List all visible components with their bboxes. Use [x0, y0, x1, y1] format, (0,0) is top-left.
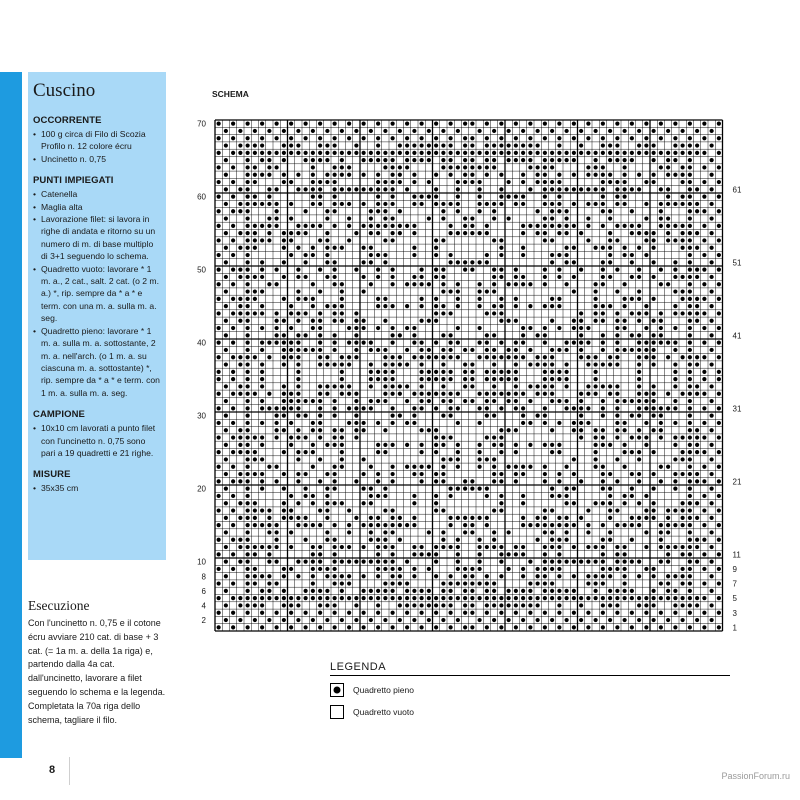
section-item: • 10x10 cm lavorati a punto filet con l'uncinetto n. 0,75 sono pari a 19 quadretti e 21 righe.	[33, 422, 160, 459]
legend-item-filled	[330, 683, 414, 697]
section-item: • Catenella	[33, 188, 160, 200]
empty-square-icon	[330, 705, 344, 719]
accent-edge-bar	[0, 72, 22, 758]
section-item: • Quadretto vuoto: lavorare * 1 m. a., 2 cat., salt. 2 cat. (o 2 m. a.) *, rip. sempre da * a * e term. con una m. a. sulla m. a. seg.	[33, 263, 160, 325]
info-sections	[33, 115, 160, 495]
info-section	[33, 175, 160, 399]
section-item: • Lavorazione filet: si lavora in righe di andata e ritorno su un numero di m. di base multiplo di 3+1 seguendo lo schema.	[33, 213, 160, 263]
row-label-right: 21	[732, 477, 742, 487]
schema-label: SCHEMA	[212, 89, 249, 99]
info-section	[33, 115, 160, 165]
page-number: 8	[49, 764, 56, 776]
info-section	[33, 409, 160, 459]
execution-section	[28, 598, 168, 727]
section-heading: OCCORRENTE	[33, 115, 102, 126]
page-title: Cuscino	[33, 80, 96, 101]
row-label-left: 30	[197, 411, 206, 421]
filled-square-icon	[330, 683, 344, 697]
row-label-left: 2	[201, 616, 206, 626]
materials-info-box	[28, 72, 166, 560]
legend-label-empty: Quadretto vuoto	[353, 707, 414, 717]
section-item: • 35x35 cm	[33, 482, 160, 494]
filet-chart-grid	[190, 110, 750, 635]
row-label-right: 11	[732, 550, 741, 560]
row-label-left: 70	[197, 119, 206, 129]
section-heading: MISURE	[33, 469, 71, 481]
legend-title: LEGENDA	[330, 661, 387, 673]
row-label-right: 5	[732, 594, 737, 604]
row-label-right: 1	[732, 623, 737, 633]
legend-label-filled: Quadretto pieno	[353, 685, 414, 695]
row-label-left: 10	[197, 557, 206, 567]
row-label-left: 40	[197, 338, 206, 348]
row-label-left: 50	[197, 265, 206, 275]
row-label-left: 6	[201, 586, 206, 596]
legend-item-empty	[330, 705, 414, 719]
info-section	[33, 469, 160, 494]
row-label-right: 9	[732, 564, 737, 574]
execution-body: Con l'uncinetto n. 0,75 e il cotone écru avviare 210 cat. di base + 3 cat. (= 1a m. a. della 1a riga) e, partendo dalla 4a cat. dall'uncinetto, lavorare a filet seguendo lo schema e la legenda. Completata la 70a riga dello schema, tagliare il filo.	[28, 618, 166, 725]
row-label-right: 7	[732, 579, 737, 589]
row-label-right: 41	[732, 331, 742, 341]
watermark: PassionForum.ru	[721, 771, 790, 781]
row-label-right: 61	[732, 185, 742, 195]
row-label-left: 4	[201, 601, 206, 611]
section-heading: CAMPIONE	[33, 409, 85, 421]
section-heading: PUNTI IMPIEGATI	[33, 175, 114, 187]
row-label-left: 20	[197, 484, 206, 494]
section-item: • Uncinetto n. 0,75	[33, 153, 160, 165]
legend-divider	[330, 675, 730, 676]
section-item: • 100 g circa di Filo di Scozia Profilo n. 12 colore écru	[33, 128, 160, 153]
page-number-divider	[69, 757, 70, 785]
row-label-right: 51	[732, 258, 742, 268]
row-label-left: 60	[197, 192, 206, 202]
row-label-left: 8	[201, 572, 206, 582]
row-label-right: 3	[732, 608, 737, 618]
row-label-right: 31	[732, 404, 742, 414]
section-item: • Maglia alta	[33, 201, 160, 213]
execution-title: Esecuzione	[28, 598, 90, 613]
section-item: • Quadretto pieno: lavorare * 1 m. a. sulla m. a. sottostante, 2 m. a. nell'arch. (o 1 m. a. su ciascuna m. a. sottostante) *, rip. sempre da * a * e term. con 1 m. a. sulla m. a. seg.	[33, 325, 160, 399]
